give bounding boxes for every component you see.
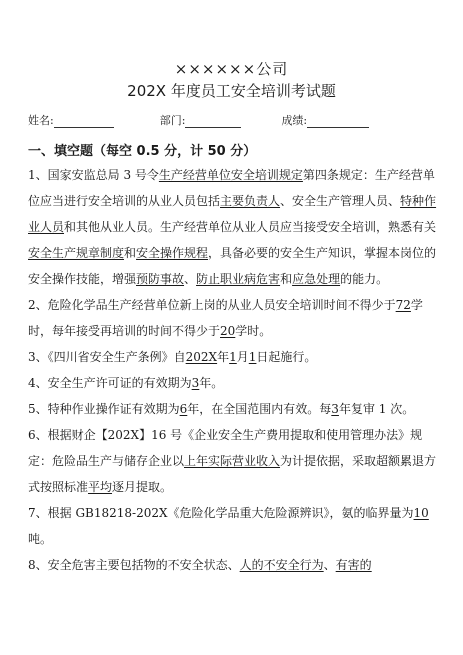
dept-blank[interactable]	[185, 115, 241, 128]
answer-blank: 3	[191, 376, 200, 390]
question-7: 7、根据 GB18218-202X《危险化学品重大危险源辨识》，氨的临界量为10吨。	[28, 506, 429, 546]
question-8: 8、安全危害主要包括物的不安全状态、人的不安全行为、有害的	[28, 558, 372, 572]
answer-blank: 防止职业病危害	[196, 272, 281, 286]
question-5: 5、特种作业操作证有效期为6年，在全国范围内有效。每3年复审 1 次。	[28, 402, 415, 416]
name-label: 姓名:	[28, 114, 54, 127]
answer-blank: 预防事故	[136, 272, 185, 286]
score-blank[interactable]	[307, 115, 369, 128]
question-1: 1、国家安监总局 3 号令生产经营单位安全培训规定第四条规定：生产经营单位应当进行安全培训的从业人员包括主要负责人、安全生产管理人员、特种作业人员和其他从业人员。生产经营单位从业人员应当接受安全培训，熟悉有关安全生产规章制度和安全操作规程，具备必要的安全生产知识，掌握本岗位的安全操作技能，增强预防事故、防止职业病危害和应急处理的能力。	[28, 168, 437, 286]
questions-body	[28, 162, 440, 578]
question-6: 6、根据财企【202X】16 号《企业安全生产费用提取和使用管理办法》规定：危险品生产与储存企业以上年实际营业收入为计提依据，采取超额累退方式按照标准平均逐月提取。	[28, 428, 437, 494]
question-4: 4、安全生产许可证的有效期为3年。	[28, 376, 224, 390]
score-label: 成绩:	[281, 114, 308, 127]
answer-blank: 主要负责人	[220, 194, 281, 208]
candidate-info-line	[28, 112, 448, 128]
answer-blank: 6	[179, 402, 188, 416]
answer-blank: 平均	[88, 480, 113, 494]
answer-blank: 1	[229, 350, 237, 364]
dept-label: 部门:	[159, 114, 186, 127]
answer-blank: 应急处理	[292, 272, 341, 286]
answer-blank: 人的不安全行为	[239, 558, 324, 572]
company-name: ××××××公司	[174, 60, 289, 78]
answer-blank: 72	[395, 298, 411, 312]
answer-blank: 上年实际营业收入	[184, 454, 281, 468]
answer-blank: 安全生产规章制度	[28, 246, 125, 260]
answer-blank: 202X	[185, 350, 218, 364]
answer-blank: 安全操作规程	[136, 246, 209, 260]
answer-blank: 10	[413, 506, 429, 520]
answer-blank: 生产经营单位安全培训规定	[158, 168, 303, 182]
name-blank[interactable]	[54, 115, 114, 128]
question-3: 3、《四川省安全生产条例》自202X年1月1日起施行。	[28, 350, 317, 364]
exam-title: 202X 年度员工安全培训考试题	[127, 82, 336, 100]
section-heading: 一、填空题（每空 0.5 分，计 50 分）	[28, 144, 257, 159]
answer-blank: 20	[220, 324, 236, 338]
answer-blank: 3	[331, 402, 339, 416]
answer-blank: 1	[248, 350, 257, 364]
question-2: 2、危险化学品生产经营单位新上岗的从业人员安全培训时间不得少于72学时，每年接受再培训的时间不得少于20学时。	[28, 298, 423, 338]
answer-blank: 有害的	[335, 558, 372, 572]
answer-blank: 特种作业人员	[28, 194, 437, 234]
